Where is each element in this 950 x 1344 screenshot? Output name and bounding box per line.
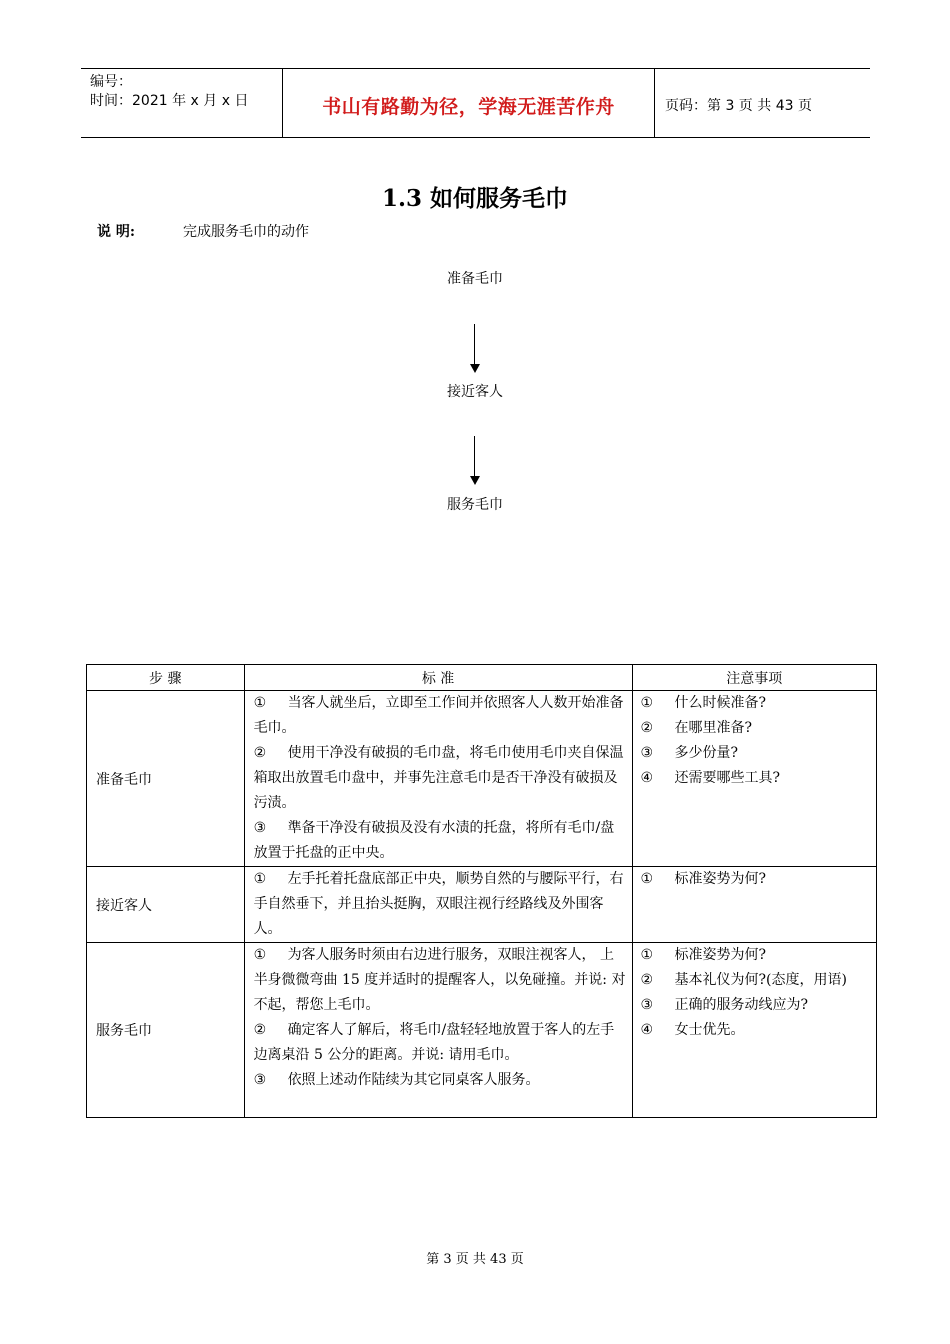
column-header-notes: 注意事项	[632, 665, 876, 691]
header-divider	[654, 69, 655, 137]
page-title: 1.3 如何服务毛巾	[381, 185, 569, 212]
note-item: ① 标准姿势为何?	[640, 947, 767, 963]
page-footer: 第 3 页 共 43 页	[426, 1252, 524, 1267]
table-row	[87, 943, 877, 1118]
step-name: 服务毛巾	[87, 943, 245, 1118]
step-name: 接近客人	[87, 867, 245, 943]
flow-node: 服务毛巾	[447, 497, 503, 513]
header-page-info: 页码：第 3 页 共 43 页	[665, 98, 812, 114]
standard-item: ③ 準备干净没有破损及没有水渍的托盘，将所有毛巾/盘放置于托盘的正中央。	[253, 820, 615, 861]
note-item: ② 在哪里准备?	[640, 720, 753, 736]
header-time-label: 时间：2021 年 x 月 x 日	[90, 93, 249, 109]
column-header-step: 步 骤	[87, 665, 245, 691]
standard-item: ③ 依照上述动作陆续为其它同桌客人服务。	[253, 1072, 540, 1088]
note-item: ③ 多少份量?	[640, 745, 739, 761]
flow-arrow	[470, 436, 480, 486]
flow-node: 接近客人	[447, 384, 503, 400]
standard-item: ② 确定客人了解后，将毛巾/盘轻轻地放置于客人的左手边离桌沿 5 公分的距离。并说: 请用毛巾。	[253, 1022, 615, 1063]
note-item: ③ 正确的服务动线应为?	[640, 997, 809, 1013]
standard-item: ① 当客人就坐后，立即至工作间并依照客人人数开始准备毛巾。	[253, 695, 624, 736]
table-header-row	[87, 665, 877, 691]
table-row	[87, 867, 877, 943]
note-item: ④ 女士优先。	[640, 1022, 745, 1038]
note-item: ① 什么时候准备?	[640, 695, 767, 711]
standard-cell	[244, 867, 632, 943]
standard-item: ② 使用干净没有破损的毛巾盘，将毛巾使用毛巾夹自保温箱取出放置毛巾盘中，并事先注意毛巾是否干净没有破损及污渍。	[253, 745, 624, 811]
notes-cell	[632, 867, 876, 943]
description	[97, 221, 309, 241]
notes-cell	[632, 691, 876, 867]
step-name: 准备毛巾	[87, 691, 245, 867]
header-motto: 书山有路勤为径，学海无涯苦作舟	[322, 96, 615, 118]
table-row	[87, 691, 877, 867]
flow-node: 准备毛巾	[447, 271, 503, 287]
header-number-label: 编号：	[90, 74, 132, 90]
flow-arrow	[470, 324, 480, 374]
note-item: ④ 还需要哪些工具?	[640, 770, 781, 786]
note-item: ② 基本礼仪为何?(态度，用语)	[640, 972, 847, 988]
column-header-standard: 标 准	[244, 665, 632, 691]
description-text: 完成服务毛巾的动作	[183, 224, 309, 240]
standard-item: ① 左手托着托盘底部正中央，顺势自然的与腰际平行，右手自然垂下，并且抬头挺胸，双眼注视行经路线及外围客人。	[253, 871, 624, 937]
notes-cell	[632, 943, 876, 1118]
standard-item: ① 为客人服务时须由右边进行服务，双眼注视客人， 上半身微微弯曲 15 度并适时的提醒客人，以免碰撞。并说: 对不起，帮您上毛巾。	[253, 947, 626, 1013]
page-header	[81, 68, 870, 138]
steps-table	[86, 664, 877, 1118]
standard-cell	[244, 691, 632, 867]
standard-cell	[244, 943, 632, 1118]
description-label: 说 明:	[97, 224, 136, 240]
header-meta	[90, 73, 248, 111]
note-item: ① 标准姿势为何?	[640, 871, 767, 887]
